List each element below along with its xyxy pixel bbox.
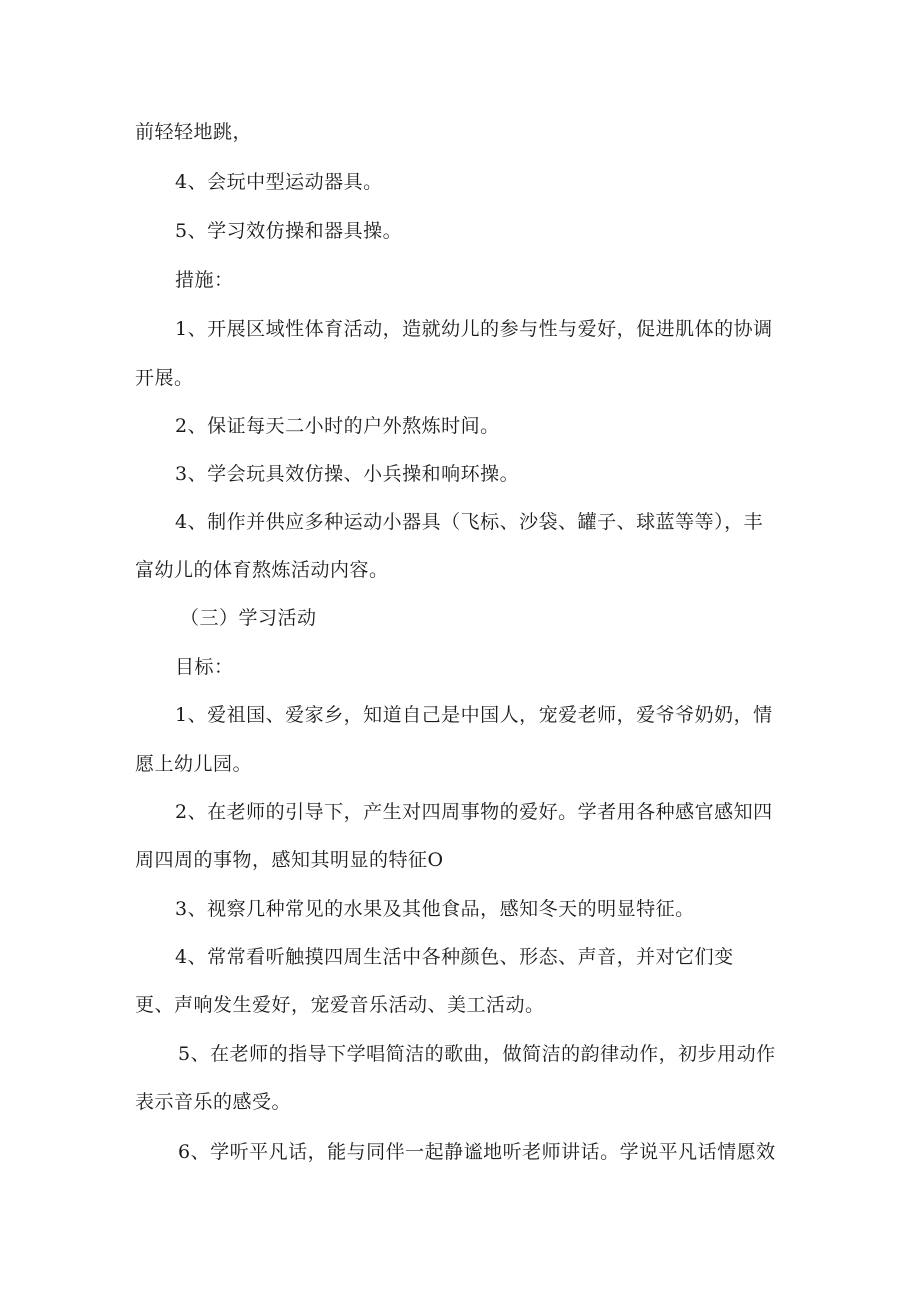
section-heading-learning: （三）学习活动 bbox=[180, 607, 317, 629]
text-line-3: 5、学习效仿操和器具操。 bbox=[175, 220, 403, 242]
text-line-20: 5、在老师的指导下学唱简洁的歌曲，做简洁的韵律动作，初步用动作 bbox=[178, 1043, 776, 1065]
text-line-12: 目标： bbox=[175, 656, 234, 678]
text-line-13: 1、爱祖国、爱家乡，知道自己是中国人，宠爱老师，爱爷爷奶奶，情 bbox=[175, 704, 773, 726]
text-line-4: 措施： bbox=[175, 269, 234, 291]
text-line-19: 更、声响发生爱好，宠爱音乐活动、美工活动。 bbox=[135, 994, 545, 1016]
text-line-14: 愿上幼儿园。 bbox=[135, 753, 253, 775]
text-line-10: 富幼儿的体育熬炼活动内容。 bbox=[135, 559, 389, 581]
text-line-5: 1、开展区域性体育活动，造就幼儿的参与性与爱好，促进肌体的协调 bbox=[175, 318, 773, 340]
text-line-15: 2、在老师的引导下，产生对四周事物的爱好。学者用各种感官感知四 bbox=[175, 801, 773, 823]
text-line-8: 3、学会玩具效仿操、小兵操和响环操。 bbox=[175, 463, 520, 485]
text-line-2: 4、会玩中型运动器具。 bbox=[175, 171, 383, 193]
text-line-18: 4、常常看听触摸四周生活中各种颜色、形态、声音，并对它们变 bbox=[175, 946, 734, 968]
text-line-17: 3、视察几种常见的水果及其他食品，感知冬天的明显特征。 bbox=[175, 898, 695, 920]
text-line-22: 6、学听平凡话，能与同伴一起静谧地听老师讲话。学说平凡话情愿效 bbox=[178, 1141, 776, 1163]
text-line-7: 2、保证每天二小时的户外熬炼时间。 bbox=[175, 415, 500, 437]
text-line-1: 前轻轻地跳， bbox=[135, 121, 253, 143]
text-line-6: 开展。 bbox=[135, 367, 194, 389]
text-line-9: 4、制作并供应多种运动小器具（飞标、沙袋、罐子、球蓝等等），丰 bbox=[175, 511, 764, 533]
text-line-16: 周四周的事物，感知其明显的特征O bbox=[135, 849, 444, 871]
text-line-21: 表示音乐的感受。 bbox=[135, 1091, 292, 1113]
